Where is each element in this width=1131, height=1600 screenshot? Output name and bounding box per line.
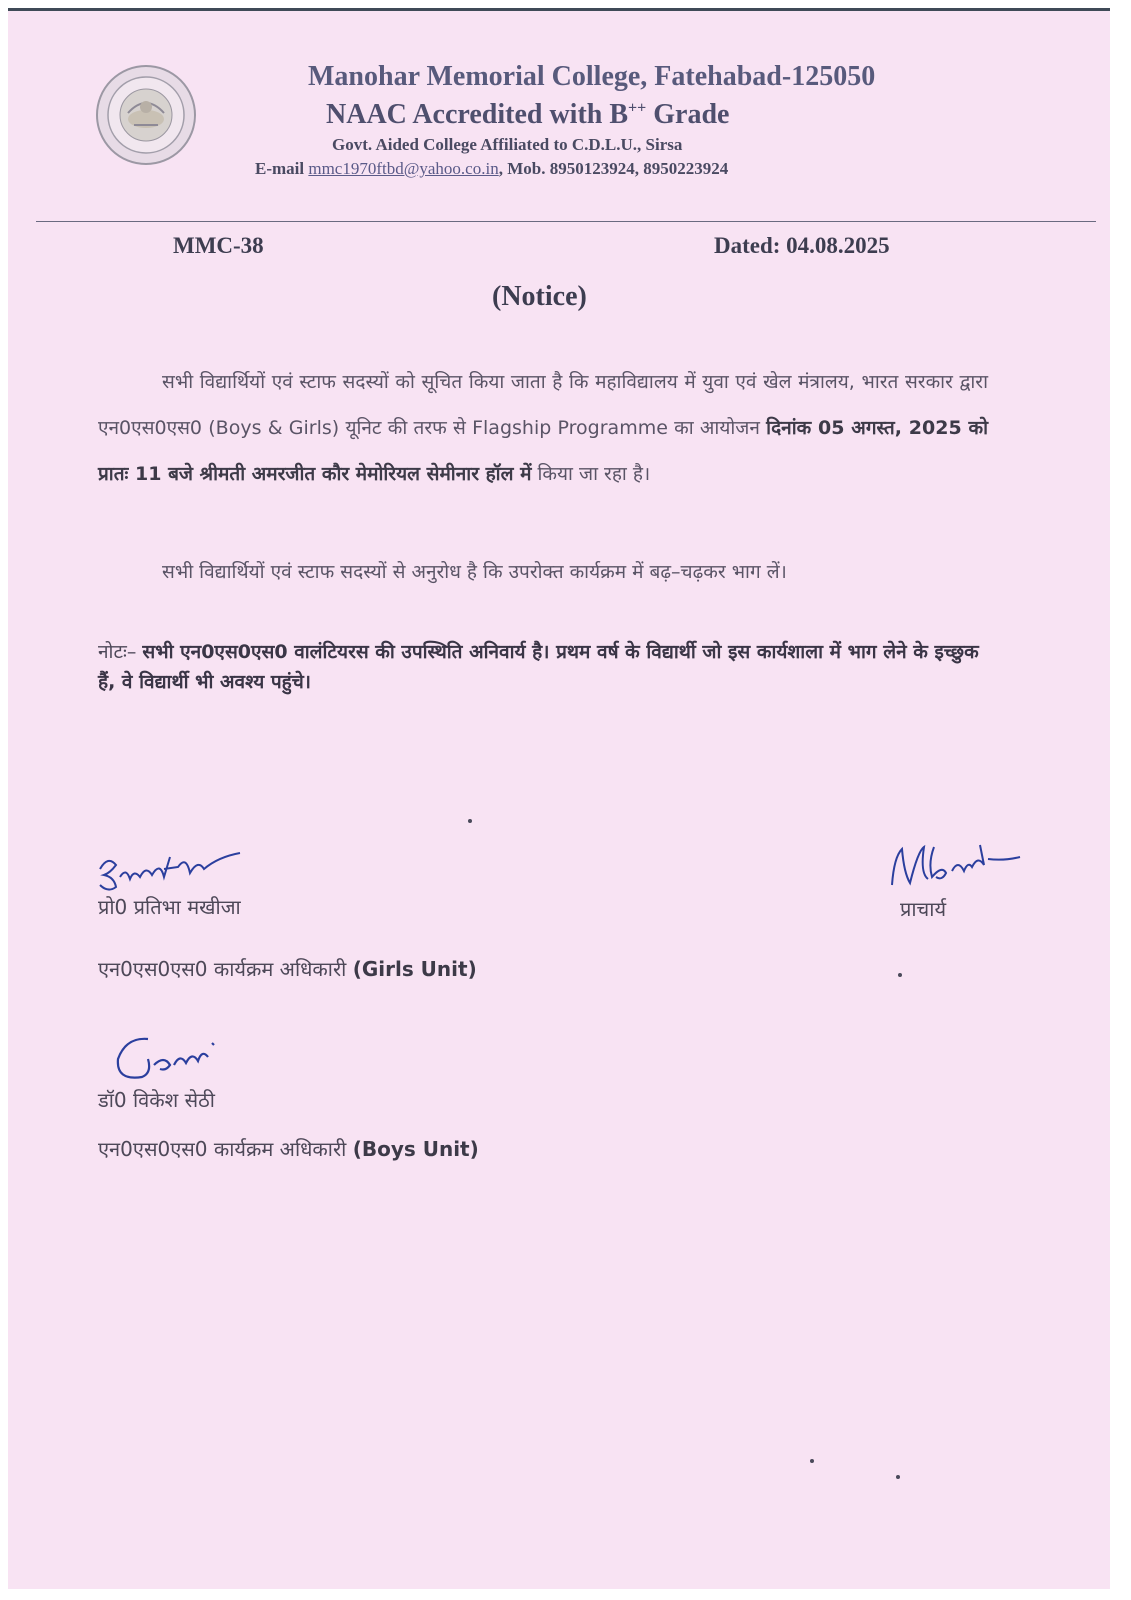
- girls-officer-name: प्रो0 प्रतिभा मखीजा: [98, 895, 241, 919]
- boys-role-hindi: एन0एस0एस0 कार्यक्रम अधिकारी: [98, 1137, 353, 1161]
- notice-page: [8, 8, 1110, 1589]
- notice-paragraph-1: [98, 359, 988, 497]
- boys-role-unit: (Boys Unit): [352, 1137, 479, 1161]
- naac-grade: [326, 99, 729, 131]
- boys-officer-role: [98, 1135, 479, 1162]
- note-mandatory: सभी एन0एस0एस0 वालंटियरस की उपस्थिति अनिवार्य है।: [142, 641, 550, 663]
- signature-principal: [884, 837, 1024, 901]
- note-section: [98, 637, 988, 697]
- contact-line: [255, 159, 728, 179]
- college-seal-icon: [94, 63, 198, 167]
- notice-title: (Notice): [492, 281, 587, 312]
- para1-end: किया जा रहा है।: [531, 463, 651, 485]
- notice-paragraph-2: सभी विद्यार्थियों एवं स्टाफ सदस्यों से अनुरोध है कि उपरोक्त कार्यक्रम में बढ़–चढ़कर भाग लें।: [162, 561, 787, 583]
- college-name: Manohar Memorial College, Fatehabad-125050: [308, 61, 876, 92]
- scan-speck: [898, 973, 902, 977]
- note-label: नोटः–: [98, 641, 143, 663]
- email-link[interactable]: mmc1970ftbd@yahoo.co.in: [308, 159, 499, 178]
- principal-title: प्राचार्य: [900, 897, 947, 921]
- signature-boys-officer: [108, 1029, 238, 1089]
- para1-text: सभी विद्यार्थियों एवं स्टाफ सदस्यों को सूचित किया जाता है कि महाविद्यालय में युवा एवं खेल मंत्रालय, भारत सरकार द्वारा एन0एस0एस0 (Boys & Girls) यूनिट की तरफ से Flagship Programme का आयोजन: [98, 371, 988, 439]
- reference-number: MMC-38: [173, 233, 264, 258]
- mobile-numbers: , Mob. 8950123924, 8950223924: [498, 159, 729, 178]
- scan-speck: [810, 1459, 814, 1463]
- girls-role-unit: (Girls Unit): [352, 957, 477, 981]
- note-first-year: प्रथम वर्ष के विद्यार्थी जो इस कार्यशाला में भाग लेने के इच्छुक हैं, वे विद्यार्थी भी अवश्य पहुंचे।: [98, 641, 979, 693]
- boys-officer-name: डॉ0 विकेश सेठी: [98, 1088, 215, 1112]
- girls-officer-role: [98, 955, 477, 982]
- girls-role-hindi: एन0एस0एस0 कार्यक्रम अधिकारी: [98, 957, 353, 981]
- naac-grade-sup: ++: [628, 99, 647, 117]
- header-divider: [36, 221, 1096, 222]
- scan-speck: [468, 819, 472, 823]
- scan-speck: [896, 1475, 900, 1479]
- email-label: E-mail: [255, 159, 309, 178]
- notice-date: Dated: 04.08.2025: [714, 233, 890, 258]
- naac-suffix: Grade: [646, 99, 730, 130]
- affiliation-line: Govt. Aided College Affiliated to C.D.L.U., Sirsa: [332, 135, 683, 154]
- naac-prefix: NAAC Accredited with B: [326, 99, 629, 130]
- para1-highlight: दिनांक 05 अगस्त, 2025 को प्रातः 11 बजे श्रीमती अमरजीत कौर मेमोरियल सेमीनार हॉल में: [98, 417, 988, 485]
